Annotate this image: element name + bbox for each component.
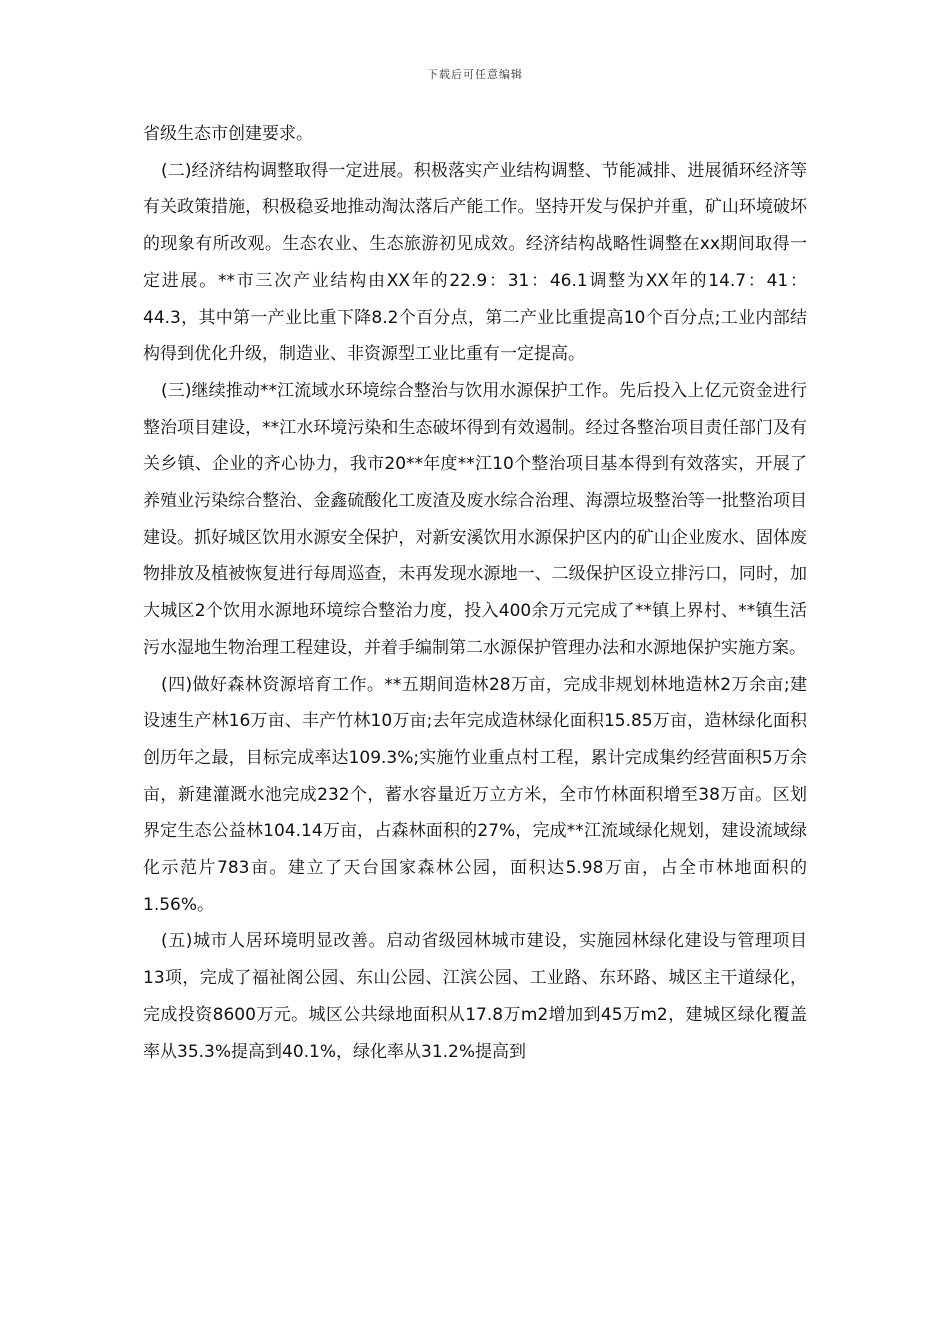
page-header: 下载后可任意编辑: [427, 68, 523, 81]
paragraph-1: 省级生态市创建要求。: [143, 124, 313, 144]
paragraph-2: (二)经济结构调整取得一定进展。积极落实产业结构调整、节能减排、进展循环经济等有关政策措施，积极稳妥地推动淘汰落后产能工作。坚持开发与保护并重，矿山环境破坏的现象有所改观。生态农业、生态旅游初见成效。经济结构战略性调整在xx期间取得一定进展。**市三次产业结构由XX年的22.9：31：46.1调整为XX年的14.7：41：44.3，其中第一产业比重下降8.2个百分点，第二产业比重提高10个百分点;工业内部结构得到优化升级，制造业、非资源型工业比重有一定提高。: [143, 160, 807, 365]
paragraph-5: (五)城市人居环境明显改善。启动省级园林城市建设，实施园林绿化建设与管理项目13项，完成了福祉阁公园、东山公园、江滨公园、工业路、东环路、城区主干道绿化，完成投资8600万元。城区公共绿地面积从17.8万m2增加到45万m2，建城区绿化覆盖率从35.3%提高到40.1%，绿化率从31.2%提高到: [143, 931, 807, 1062]
paragraph-4: (四)做好森林资源培育工作。**五期间造林28万亩，完成非规划林地造林2万余亩;建设速生产林16万亩、丰产竹林10万亩;去年完成造林绿化面积15.85万亩，造林绿化面积创历年之最，目标完成率达109.3%;实施竹业重点村工程，累计完成集约经营面积5万余亩，新建灌溉水池完成232个，蓄水容量近万立方米，全市竹林面积增至38万亩。区划界定生态公益林104.14万亩，占森林面积的27%，完成**江流域绿化规划，建设流域绿化示范片783亩。建立了天台国家森林公园，面积达5.98万亩，占全市林地面积的1.56%。: [143, 674, 807, 915]
document-body: [143, 116, 807, 1070]
paragraph-3: (三)继续推动**江流域水环境综合整治与饮用水源保护工作。先后投入上亿元资金进行整治项目建设，**江水环境污染和生态破坏得到有效遏制。经过各整治项目责任部门及有关乡镇、企业的齐心协力，我市20**年度**江10个整治项目基本得到有效落实，开展了养殖业污染综合整治、金鑫硫酸化工废渣及废水综合治理、海漂垃圾整治等一批整治项目建设。抓好城区饮用水源安全保护，对新安溪饮用水源保护区内的矿山企业废水、固体废物排放及植被恢复进行每周巡查，未再发现水源地一、二级保护区设立排污口，同时，加大城区2个饮用水源地环境综合整治力度，投入400余万元完成了**镇上界村、**镇生活污水湿地生物治理工程建设，并着手编制第二水源保护管理办法和水源地保护实施方案。: [143, 380, 807, 658]
